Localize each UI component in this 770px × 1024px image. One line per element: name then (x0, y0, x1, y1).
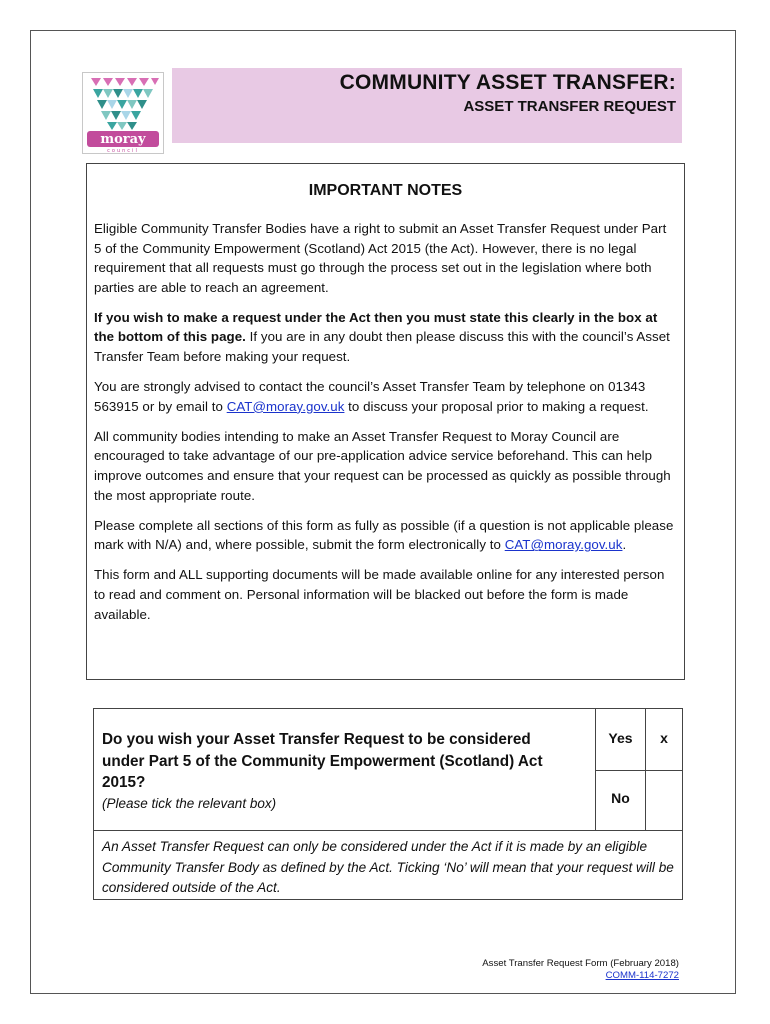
footer-form-name: Asset Transfer Request Form (February 2018) (482, 958, 679, 969)
notes-paragraph-4: All community bodies intending to make an Asset Transfer Request to Moray Council are encouraged to take advantage of our pre-application advice service beforehand. This can help improve outcomes and ensure that your request can be processed as quickly as possible through the most appropriate route. (94, 428, 671, 503)
question-text: Do you wish your Asset Transfer Request to be considered under Part 5 of the Community Empowerment (Scotland) Act 2015? (102, 731, 543, 791)
footer (482, 958, 679, 982)
no-label: No (596, 771, 646, 830)
footer-form-code[interactable]: COMM-114-7272 (605, 970, 679, 981)
question-hint: (Please tick the relevant box) (102, 796, 277, 811)
yes-checkbox[interactable]: x (646, 709, 682, 771)
notes-paragraph-5-a: Please complete all sections of this form as fully as possible (if a question is not applicable please mark with N/A) and, where possible, submit the form electronically to (94, 517, 674, 553)
email-link[interactable]: CAT@moray.gov.uk (226, 398, 345, 414)
notes-paragraph-1: Eligible Community Transfer Bodies have a right to submit an Asset Transfer Request under Part 5 of the Community Empowerment (Scotland) Act 2015 (the Act). However, there is no legal requirement that all requests must go through the process set out in the legislation where both parties are able to reach an agreement. (94, 221, 667, 295)
page-title: COMMUNITY ASSET TRANSFER: (339, 71, 676, 94)
notes-paragraph-2 (94, 308, 676, 367)
notes-paragraph-5-b: . (622, 537, 627, 553)
notes-body (94, 219, 676, 635)
notes-paragraph-3 (94, 377, 676, 416)
svg-text:council: council (107, 148, 139, 153)
important-notes-box (86, 163, 685, 680)
question-cell (94, 709, 596, 830)
moray-council-logo (82, 72, 164, 154)
page-subtitle: ASSET TRANSFER REQUEST (463, 98, 676, 115)
notes-heading: IMPORTANT NOTES (308, 182, 463, 199)
yes-label: Yes (596, 709, 646, 771)
notes-paragraph-6: This form and ALL supporting documents will be made available online for any interested person to read and comment on. Personal information will be blacked out before the form is made available. (94, 567, 665, 622)
svg-text:moray: moray (100, 132, 146, 147)
notes-paragraph-3-b: to discuss your proposal prior to making a request. (344, 398, 649, 414)
question-note: An Asset Transfer Request can only be considered under the Act if it is made by an eligible Community Transfer Body as defined by the Act. Ticking ‘No’ will mean that your request will be considered outside of the Act. (94, 830, 682, 899)
notes-paragraph-5 (94, 516, 676, 555)
act-request-question-table (93, 708, 683, 900)
notes-bold-statement: If you wish to make a request under the Act then you must state this clearly in the box at the bottom of this page. (94, 309, 658, 345)
no-checkbox[interactable] (646, 771, 682, 830)
email-link-2[interactable]: CAT@moray.gov.uk (504, 537, 623, 553)
notes-paragraph-3-a: You are strongly advised to contact the council’s Asset Transfer Team by telephone on 01343 563915 or by email to (94, 379, 646, 414)
title-band (170, 68, 682, 143)
notes-paragraph-2-rest: If you are in any doubt then please discuss this with the council’s Asset Transfer Team before making your request. (94, 329, 670, 365)
